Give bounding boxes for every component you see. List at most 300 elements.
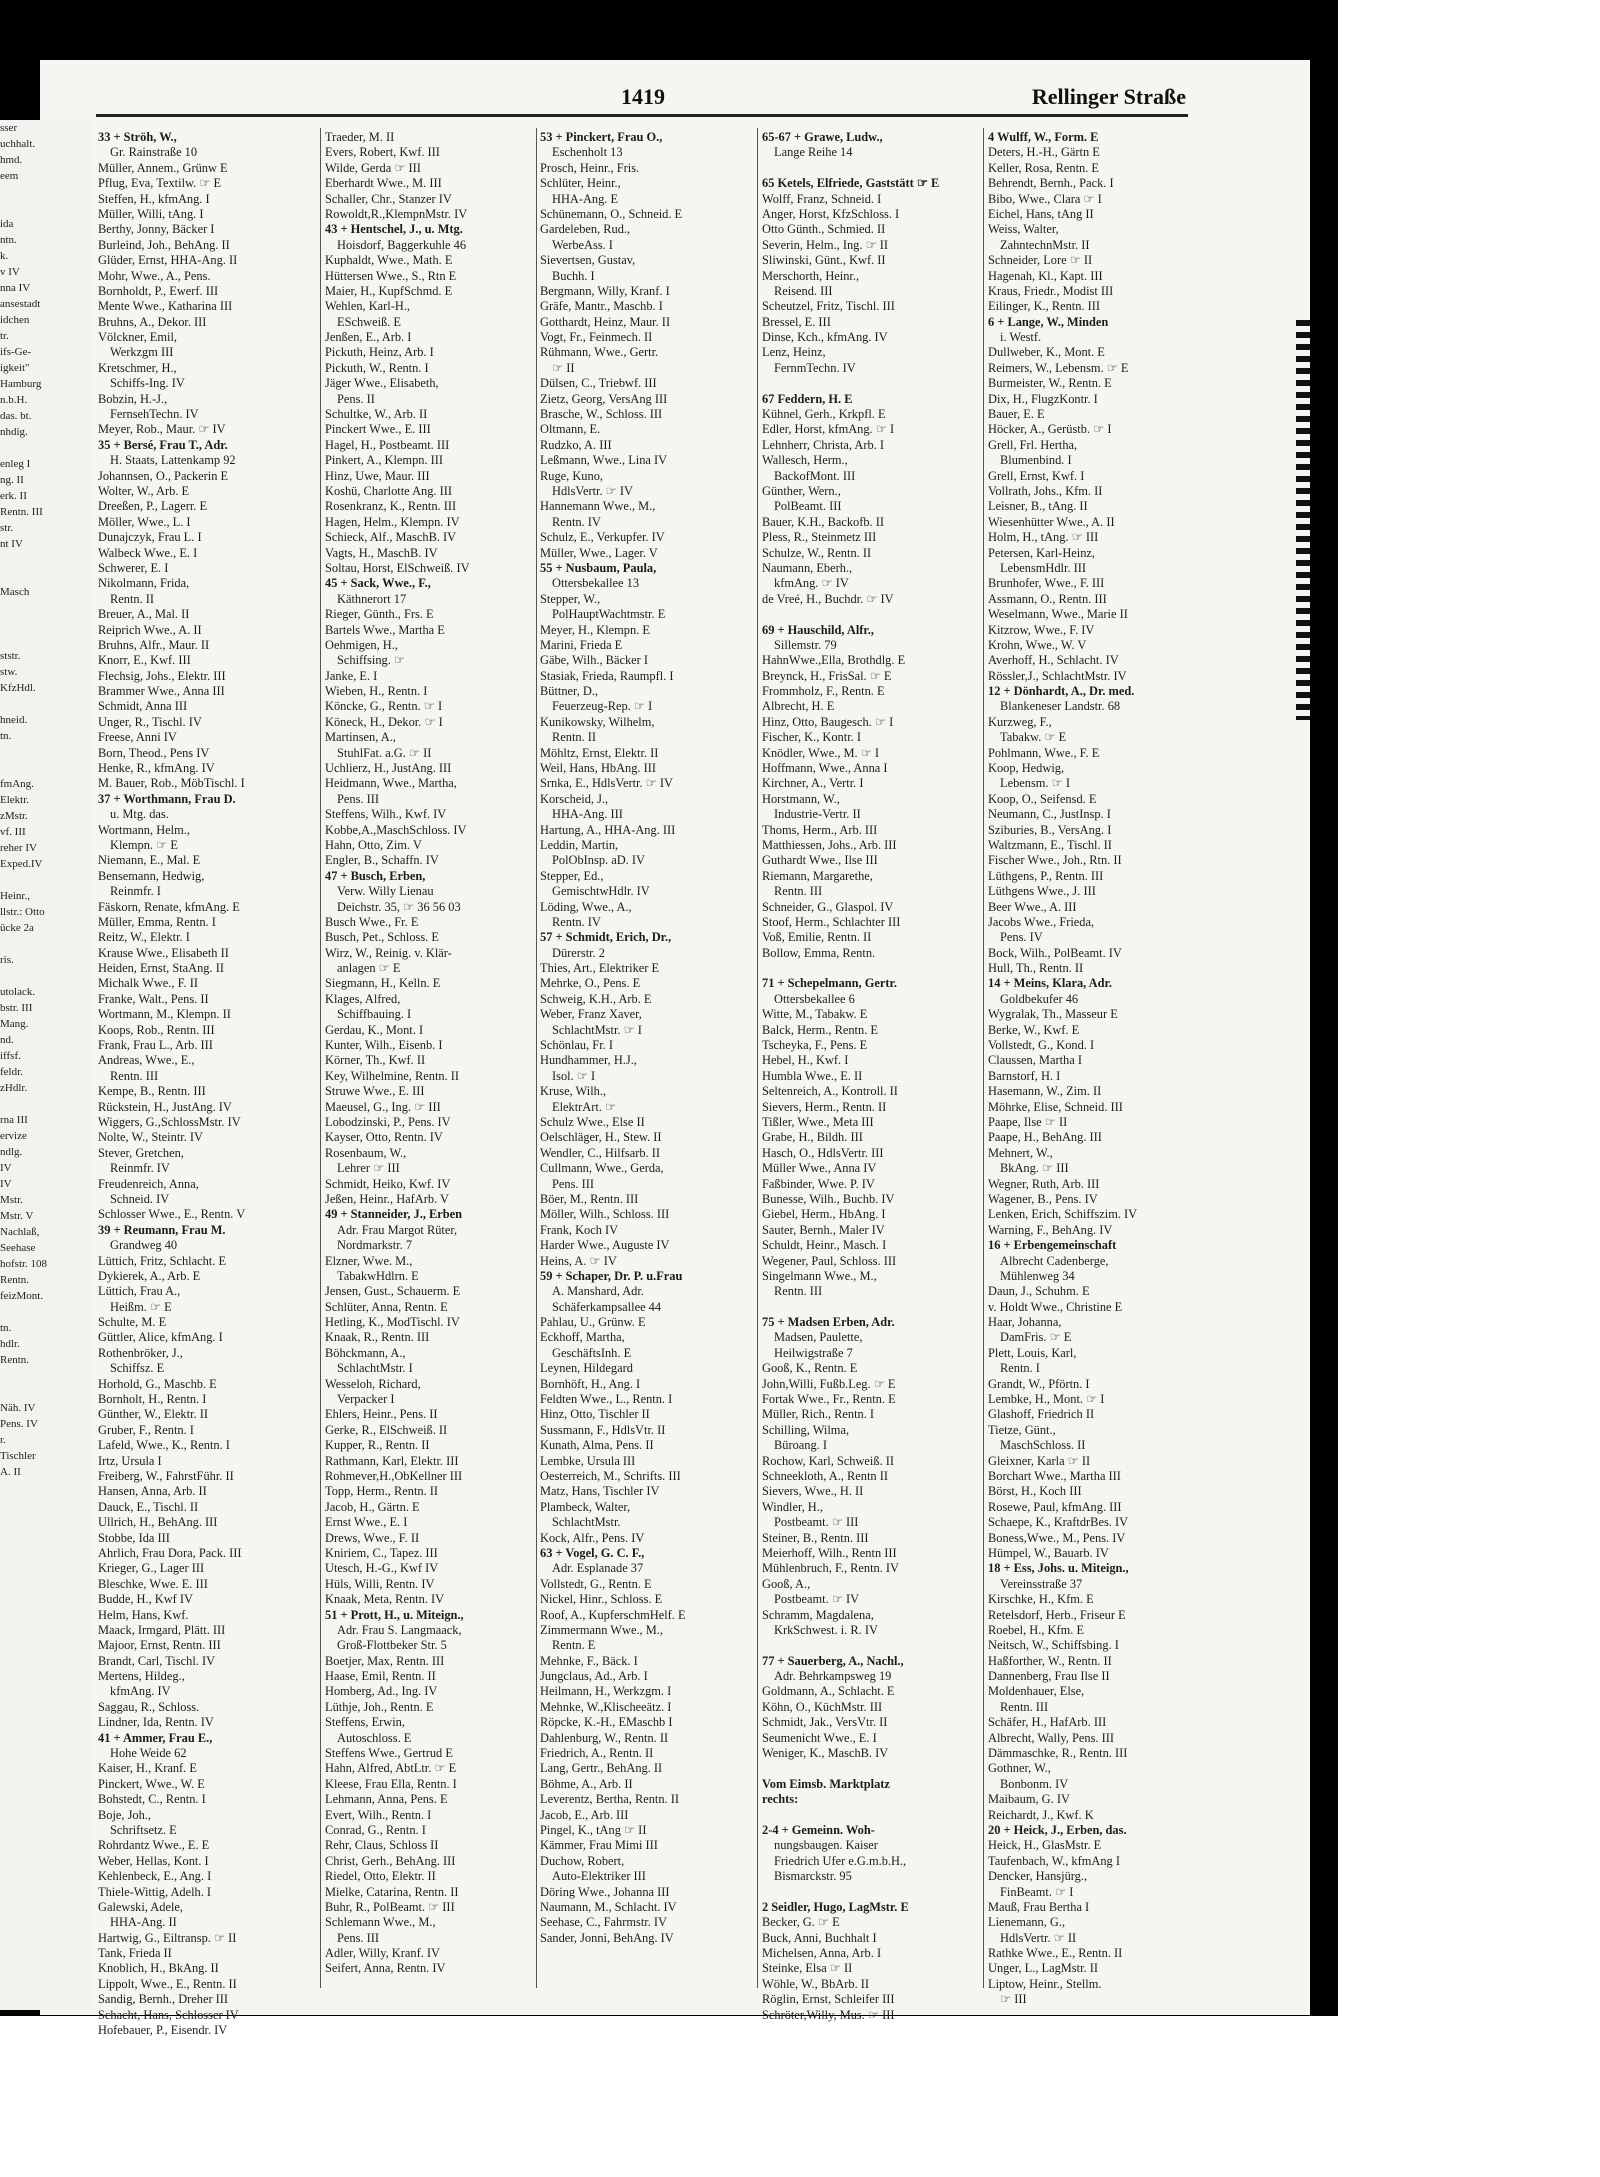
resident-entry: Albrecht, H. E: [762, 699, 835, 714]
resident-entry: Evert, Wilh., Rentn. I: [325, 1807, 432, 1822]
resident-entry: [762, 1808, 980, 1823]
resident-entry: Kaiser, H., Kranf. E: [98, 1761, 197, 1776]
edge-fragment: A. II: [0, 1466, 21, 1478]
resident-entry: Blumenbind. I: [1000, 453, 1072, 468]
edge-fragment: feldr.: [0, 1066, 23, 1078]
house-number-entry: 55 + Nusbaum, Paula,: [540, 560, 657, 575]
house-number-entry: 41 + Ammer, Frau E.,: [98, 1730, 213, 1745]
resident-entry: Adr. Behrkampsweg 19: [774, 1669, 892, 1684]
resident-entry: Pickuth, Heinz, Arb. I: [325, 345, 434, 360]
edge-fragment: [0, 200, 90, 216]
resident-entry: Lehmann, Anna, Pens. E: [325, 1792, 448, 1807]
resident-entry: [762, 1885, 980, 1900]
resident-entry: Dülsen, C., Triebwf. III: [540, 376, 657, 391]
resident-entry: Reinmfr. IV: [110, 1161, 170, 1176]
resident-entry: Warning, F., BehAng. IV: [988, 1222, 1113, 1237]
resident-entry: Hüttersen Wwe., S., Rtn E: [325, 268, 457, 283]
resident-entry: Pens. IV: [1000, 930, 1043, 945]
resident-entry: Lembke, H., Mont. ☞ I: [988, 1392, 1105, 1407]
edge-fragment: Mstr.: [0, 1194, 23, 1206]
resident-entry: Zimmermann Wwe., M.,: [540, 1622, 663, 1637]
resident-entry: Wesseloh, Richard,: [325, 1376, 421, 1391]
resident-entry: Steffen, H., kfmAng. I: [98, 191, 210, 206]
resident-entry: Berke, W., Kwf. E: [988, 1022, 1080, 1037]
resident-entry: Pingel, K., tAng ☞ II: [540, 1822, 647, 1837]
resident-entry: Reisend. III: [774, 283, 833, 298]
resident-entry: DamFris. ☞ E: [1000, 1330, 1072, 1345]
resident-entry: Goldmann, A., Schlacht. E: [762, 1684, 895, 1699]
resident-entry: Stasiak, Frieda, Raumpfl. I: [540, 668, 674, 683]
resident-entry: Horstmann, W.,: [762, 791, 840, 806]
resident-entry: Thiele-Wittig, Adelh. I: [98, 1884, 212, 1899]
resident-entry: Averhoff, H., Schlacht. IV: [988, 653, 1119, 668]
resident-entry: Duchow, Robert,: [540, 1853, 625, 1868]
resident-entry: Giebel, Herm., HbAng. I: [762, 1207, 886, 1222]
resident-entry: Schiffsing. ☞: [337, 653, 406, 668]
resident-entry: Wehlen, Karl-H.,: [325, 299, 411, 314]
resident-entry: Rochow, Karl, Schweiß. II: [762, 1453, 895, 1468]
resident-entry: Wiesenhütter Wwe., A. II: [988, 514, 1115, 529]
resident-entry: Gardeleben, Rud.,: [540, 222, 631, 237]
resident-entry: Köhn, O., KüchMstr. III: [762, 1699, 883, 1714]
resident-entry: Pens. III: [552, 1176, 594, 1191]
resident-entry: WerbeAss. I: [552, 237, 613, 252]
resident-entry: Müller Wwe., Anna IV: [762, 1161, 877, 1176]
edge-fragment: hofstr. 108: [0, 1258, 48, 1270]
edge-fragment: Elektr.: [0, 794, 30, 806]
resident-entry: Fäskorn, Renate, kfmAng. E: [98, 899, 240, 914]
resident-entry: Rosewe, Paul, kfmAng. III: [988, 1499, 1122, 1514]
resident-entry: Krieger, G., Lager III: [98, 1561, 205, 1576]
resident-entry: Schmidt, Anna III: [98, 699, 188, 714]
edge-fragment: n.b.H.: [0, 394, 28, 406]
resident-entry: Stobbe, Ida III: [98, 1530, 170, 1545]
resident-entry: Pickuth, W., Rentn. I: [325, 360, 429, 375]
resident-entry: Hasemann, W., Zim. II: [988, 1084, 1102, 1099]
resident-entry: Schiffs-Ing. IV: [110, 376, 185, 391]
column-3: [540, 130, 752, 1985]
resident-entry: Vollstedt, G., Kond. I: [988, 1038, 1095, 1053]
house-number-entry: 6 + Lange, W., Minden: [988, 314, 1109, 329]
resident-entry: PolHauptWachtmstr. E: [552, 607, 666, 622]
resident-entry: Koshü, Charlotte Ang. III: [325, 483, 452, 498]
resident-entry: Drews, Wwe., F. II: [325, 1530, 420, 1545]
resident-entry: Pinckert Wwe., E. III: [325, 422, 431, 437]
resident-entry: Sillemstr. 79: [774, 637, 837, 652]
edge-fragment: ris.: [0, 954, 14, 966]
resident-entry: BackofMont. III: [774, 468, 856, 483]
resident-entry: Lenken, Erich, Schiffszim. IV: [988, 1207, 1138, 1222]
resident-entry: Lenz, Heinz,: [762, 345, 826, 360]
column-divider: [757, 128, 758, 1988]
resident-entry: Kraus, Friedr., Modist III: [988, 283, 1114, 298]
edge-fragment: IV: [0, 1178, 12, 1190]
resident-entry: Moldenhauer, Else,: [988, 1684, 1085, 1699]
resident-entry: Pless, R., Steinmetz III: [762, 530, 877, 545]
resident-entry: Windler, H.,: [762, 1499, 823, 1514]
edge-fragment: sser: [0, 122, 18, 134]
resident-entry: Weselmann, Wwe., Marie II: [988, 607, 1128, 622]
resident-entry: SchlachtMstr. ☞ I: [552, 1022, 642, 1037]
resident-entry: Bartels Wwe., Martha E: [325, 622, 445, 637]
resident-entry: Jensen, Gust., Schauerm. E: [325, 1284, 461, 1299]
resident-entry: Schacht, Hans, Schlosser IV: [98, 2007, 239, 2022]
resident-entry: Plambeck, Walter,: [540, 1499, 631, 1514]
edge-fragment: [0, 1384, 90, 1400]
resident-entry: Meyer, H., Klempn. E: [540, 622, 650, 637]
resident-entry: Busch, Pet., Schloss. E: [325, 930, 439, 945]
edge-fragment: k.: [0, 250, 9, 262]
resident-entry: Brammer Wwe., Anna III: [98, 684, 225, 699]
resident-entry: Balck, Herm., Rentn. E: [762, 1022, 878, 1037]
resident-entry: Büroang. I: [774, 1438, 827, 1453]
resident-entry: Lüthje, Joh., Rentn. E: [325, 1699, 434, 1714]
resident-entry: Gooß, A.,: [762, 1576, 811, 1591]
resident-entry: Rössler,J., SchlachtMstr. IV: [988, 668, 1127, 683]
resident-entry: Bensemann, Hedwig,: [98, 868, 205, 883]
resident-entry: FinBeamt. ☞ I: [1000, 1884, 1074, 1899]
edge-fragment: das. bt.: [0, 410, 32, 422]
resident-entry: Soltau, Horst, ElSchweiß. IV: [325, 560, 470, 575]
resident-entry: Lienemann, G.,: [988, 1915, 1066, 1930]
resident-entry: v. Holdt Wwe., Christine E: [988, 1299, 1123, 1314]
house-number-entry: 33 + Ströh, W.,: [98, 130, 177, 144]
resident-entry: Schulz Wwe., Else II: [540, 1115, 645, 1129]
resident-entry: Knoblich, H., BkAng. II: [98, 1961, 219, 1976]
resident-entry: Schulz, E., Verkupfer. IV: [540, 530, 665, 545]
resident-entry: Müller, Willi, tAng. I: [98, 206, 204, 221]
resident-entry: Günther, W., Elektr. II: [98, 1407, 208, 1422]
resident-entry: Vogt, Fr., Feinmech. II: [540, 330, 653, 345]
resident-entry: Heißm. ☞ E: [110, 1299, 172, 1314]
resident-entry: Hohe Weide 62: [110, 1746, 187, 1761]
column-2: [325, 130, 533, 1985]
resident-entry: Burmeister, W., Rentn. E: [988, 376, 1112, 391]
edge-fragment: [0, 568, 90, 584]
resident-entry: Martinsen, A.,: [325, 730, 396, 745]
resident-entry: Mehrke, O., Pens. E: [540, 976, 641, 991]
resident-entry: Dinse, Kch., kfmAng. IV: [762, 330, 888, 345]
resident-entry: Rothenbröker, J.,: [98, 1345, 183, 1360]
resident-entry: Nickel, Hinr., Schloss. E: [540, 1592, 663, 1607]
resident-entry: Schramm, Magdalena,: [762, 1607, 874, 1622]
resident-entry: Mielke, Catarina, Rentn. II: [325, 1884, 459, 1899]
house-number-entry: 65-67 + Grawe, Ludw.,: [762, 130, 883, 144]
resident-entry: Schwerer, E. I: [98, 560, 169, 575]
resident-entry: Knaak, R., Rentn. III: [325, 1330, 430, 1345]
resident-entry: Irtz, Ursula I: [98, 1453, 162, 1468]
resident-entry: Hinz, Otto, Tischler II: [540, 1407, 650, 1422]
resident-entry: Nordmarkstr. 7: [337, 1238, 413, 1253]
resident-entry: Goldbekufer 46: [1000, 991, 1079, 1006]
resident-entry: Kitzrow, Wwe., F. IV: [988, 622, 1095, 637]
resident-entry: Edler, Horst, kfmAng. ☞ I: [762, 422, 895, 437]
resident-entry: Schiffsz. E: [110, 1361, 165, 1376]
edge-fragment: utolack.: [0, 986, 36, 998]
house-number-entry: 65 Ketels, Elfriede, Gaststätt ☞ E: [762, 176, 940, 191]
resident-entry: Groß-Flottbeker Str. 5: [337, 1638, 447, 1653]
resident-entry: Faßbinder, Wwe. P. IV: [762, 1176, 875, 1191]
resident-entry: A. Manshard, Adr.: [552, 1284, 644, 1299]
resident-entry: Hoisdorf, Baggerkuhle 46: [337, 237, 467, 252]
edge-fragment: [0, 552, 90, 568]
edge-fragment: Mstr. V: [0, 1210, 34, 1222]
resident-entry: Koop, O., Seifensd. E: [988, 791, 1097, 806]
resident-entry: Rowoldt,R.,KlempnMstr. IV: [325, 206, 468, 221]
street-title: Rellinger Straße: [1031, 84, 1186, 109]
resident-entry: Rathke Wwe., E., Rentn. II: [988, 1946, 1123, 1961]
resident-entry: FernsehTechn. IV: [110, 407, 199, 422]
resident-entry: Buhr, R., PolBeamt. ☞ III: [325, 1899, 455, 1914]
resident-entry: Hagel, H., Postbeamt. III: [325, 437, 450, 452]
edge-fragment: zHdlr.: [0, 1082, 28, 1094]
resident-entry: Kunikowsky, Wilhelm,: [540, 714, 655, 729]
resident-entry: Schneekloth, A., Rentn II: [762, 1468, 888, 1483]
resident-entry: Pens. II: [337, 391, 375, 406]
resident-entry: Deichstr. 35, ☞ 36 56 03: [337, 899, 461, 914]
resident-entry: Oltmann, E.: [540, 422, 601, 437]
edge-fragment: [0, 1304, 90, 1320]
resident-entry: Stepper, W.,: [540, 591, 601, 606]
resident-entry: Schaller, Chr., Stanzer IV: [325, 191, 452, 206]
resident-entry: Bibo, Wwe., Clara ☞ I: [988, 191, 1102, 206]
resident-entry: Haar, Johanna,: [988, 1315, 1062, 1330]
resident-entry: Ruge, Kuno,: [540, 468, 603, 483]
resident-entry: Homberg, Ad., Ing. IV: [325, 1684, 438, 1699]
resident-entry: Fischer Wwe., Joh., Rtn. II: [988, 853, 1122, 868]
resident-entry: [762, 376, 980, 391]
resident-entry: H. Staats, Lattenkamp 92: [110, 453, 236, 468]
resident-entry: [762, 607, 980, 622]
resident-entry: Pahlau, U., Grünw. E: [540, 1315, 646, 1330]
resident-entry: Leisner, B., tAng. II: [988, 499, 1088, 514]
resident-entry: Haase, Emil, Rentn. II: [325, 1669, 436, 1684]
resident-entry: Madsen, Paulette,: [774, 1330, 863, 1345]
resident-entry: Lehnherr, Christa, Arb. I: [762, 437, 884, 452]
resident-entry: Hartwig, G., Eiltransp. ☞ II: [98, 1930, 237, 1945]
resident-entry: Merschorth, Heinr.,: [762, 268, 860, 283]
resident-entry: Walbeck Wwe., E. I: [98, 545, 198, 560]
resident-entry: TabakwHdlrn. E: [337, 1268, 419, 1283]
resident-entry: Flechsig, Johs., Elektr. III: [98, 668, 226, 683]
resident-entry: Mauß, Frau Bertha I: [988, 1899, 1090, 1914]
resident-entry: Koops, Rob., Rentn. III: [98, 1022, 215, 1037]
resident-entry: Rentn. III: [774, 1284, 823, 1299]
resident-entry: Dix, H., FlugzKontr. I: [988, 391, 1098, 406]
resident-entry: Steffens Wwe., Gertrud E: [325, 1746, 453, 1761]
resident-entry: Sauter, Bernh., Maler IV: [762, 1222, 885, 1237]
resident-entry: Rentn. III: [1000, 1699, 1049, 1714]
resident-entry: Matz, Hans, Tischler IV: [540, 1484, 660, 1499]
resident-entry: Heilmann, H., Werkzgm. I: [540, 1684, 672, 1699]
resident-entry: Kretschmer, H.,: [98, 360, 177, 375]
resident-entry: Albrecht Cadenberge,: [1000, 1253, 1109, 1268]
resident-entry: Hagen, Helm., Klempn. IV: [325, 514, 460, 529]
resident-entry: Vollrath, Johs., Kfm. II: [988, 483, 1103, 498]
resident-entry: Plett, Louis, Karl,: [988, 1345, 1077, 1360]
resident-entry: Wygralak, Th., Masseur E: [988, 1007, 1118, 1022]
edge-fragment: Rentn.: [0, 1274, 30, 1286]
resident-entry: Feuerzeug-Rep. ☞ I: [552, 699, 653, 714]
resident-entry: Lebensm. ☞ I: [1000, 776, 1070, 791]
edge-fragment: hneid.: [0, 714, 28, 726]
resident-entry: Bohstedt, C., Rentn. I: [98, 1792, 206, 1807]
resident-entry: Hundhammer, H.J.,: [540, 1053, 637, 1068]
resident-entry: Müller, Emma, Rentn. I: [98, 914, 216, 929]
edge-fragment: [0, 872, 90, 888]
resident-entry: Schaepe, K., KraftdrBes. IV: [988, 1515, 1129, 1530]
resident-entry: Eckhoff, Martha,: [540, 1330, 625, 1345]
resident-entry: Mente Wwe., Katharina III: [98, 299, 233, 314]
resident-entry: Nolte, W., Steintr. IV: [98, 1130, 203, 1145]
resident-entry: Burleind, Joh., BehAng. II: [98, 237, 230, 252]
resident-entry: SchlachtMstr.: [552, 1515, 621, 1530]
edge-fragment: ifs-Ge-: [0, 346, 32, 358]
edge-fragment: [0, 936, 90, 952]
resident-entry: Hannemann Wwe., M.,: [540, 499, 656, 514]
resident-entry: Lehrer ☞ III: [337, 1161, 400, 1176]
resident-entry: Busch Wwe., Fr. E: [325, 914, 419, 929]
edge-fragment: Rentn.: [0, 1354, 30, 1366]
resident-entry: Hinz, Otto, Baugesch. ☞ I: [762, 714, 894, 729]
house-number-entry: 45 + Sack, Wwe., F.,: [325, 576, 431, 591]
resident-entry: Bruhns, Alfr., Maur. II: [98, 637, 210, 652]
resident-entry: Jenßen, E., Arb. I: [325, 330, 412, 345]
resident-entry: Evers, Robert, Kwf. III: [325, 145, 440, 160]
house-number-entry: 51 + Prott, H., u. Miteign.,: [325, 1607, 464, 1622]
resident-entry: Grell, Frl. Hertha,: [988, 437, 1078, 452]
resident-entry: Neumann, C., JustInsp. I: [988, 807, 1111, 822]
resident-entry: Weiss, Walter,: [988, 222, 1059, 237]
resident-entry: Dämmaschke, R., Rentn. III: [988, 1746, 1128, 1761]
house-number-entry: 59 + Schaper, Dr. P. u.Frau: [540, 1268, 683, 1283]
resident-entry: Lembke, Ursula III: [540, 1453, 636, 1468]
resident-entry: Bergmann, Willy, Kranf. I: [540, 283, 670, 298]
edge-fragment: tn.: [0, 1322, 12, 1334]
resident-entry: Schneider, G., Glaspol. IV: [762, 899, 894, 914]
edge-fragment: enleg I: [0, 458, 31, 470]
resident-entry: Wolff, Franz, Schneid. I: [762, 191, 882, 206]
resident-entry: Schlüter, Anna, Rentn. E: [325, 1299, 448, 1314]
resident-entry: Schmidt, Heiko, Kwf. IV: [325, 1176, 451, 1191]
resident-entry: Mehnke, F., Bäck. I: [540, 1653, 638, 1668]
resident-entry: Riedel, Otto, Elektr. II: [325, 1869, 436, 1884]
resident-entry: Dauck, E., Tischl. II: [98, 1499, 199, 1514]
resident-entry: [762, 1300, 980, 1315]
resident-entry: Ehlers, Heinr., Pens. II: [325, 1407, 438, 1422]
resident-entry: Heick, H., GlasMstr. E: [988, 1838, 1102, 1853]
resident-entry: Glashoff, Friedrich II: [988, 1407, 1095, 1422]
resident-entry: [762, 1638, 980, 1653]
edge-fragment: ndlg.: [0, 1146, 23, 1158]
resident-entry: Steffens, Erwin,: [325, 1715, 405, 1730]
resident-entry: Wagener, B., Pens. IV: [988, 1191, 1098, 1206]
edge-fragment: llstr.: Otto: [0, 906, 45, 918]
resident-entry: Eberhardt Wwe., M. III: [325, 176, 442, 191]
resident-entry: Tscheyka, F., Pens. E: [762, 1038, 868, 1053]
resident-entry: Möhltz, Ernst, Elektr. II: [540, 745, 659, 760]
resident-entry: Paape, Ilse ☞ II: [988, 1115, 1068, 1129]
resident-entry: [762, 961, 980, 976]
page-number: 1419: [621, 84, 665, 109]
column-divider: [536, 128, 537, 1988]
resident-entry: Struwe Wwe., E. III: [325, 1084, 425, 1099]
edge-fragment: r.: [0, 1434, 6, 1446]
resident-entry: Boness,Wwe., M., Pens. IV: [988, 1530, 1126, 1545]
edge-fragment: ntn.: [0, 234, 17, 246]
resident-entry: Postbeamt. ☞ III: [774, 1515, 859, 1530]
resident-entry: Bleschke, Wwe. E. III: [98, 1576, 208, 1591]
resident-entry: Unger, R., Tischl. IV: [98, 714, 202, 729]
resident-entry: Voß, Emilie, Rentn. II: [762, 930, 872, 945]
resident-entry: Käthnerort 17: [337, 591, 407, 606]
resident-entry: Kirchner, A., Vertr. I: [762, 776, 864, 791]
resident-entry: Michalk Wwe., F. II: [98, 976, 198, 991]
resident-entry: Helm, Hans, Kwf.: [98, 1607, 189, 1622]
house-number-entry: rechts:: [762, 1792, 799, 1807]
edge-fragment: [0, 440, 90, 456]
resident-entry: Koop, Hedwig,: [988, 761, 1065, 776]
resident-entry: [762, 161, 980, 176]
resident-entry: Weniger, K., MaschB. IV: [762, 1746, 889, 1761]
resident-entry: Lüthgens, P., Rentn. III: [988, 868, 1104, 883]
resident-entry: Leverentz, Bertha, Rentn. II: [540, 1792, 679, 1807]
resident-entry: Anger, Horst, KfzSchloss. I: [762, 206, 900, 221]
resident-entry: Autoschloss. E: [337, 1730, 412, 1745]
resident-entry: Mühlenweg 34: [1000, 1268, 1075, 1283]
resident-entry: Sander, Jonni, BehAng. IV: [540, 1930, 674, 1945]
resident-entry: Schneid. IV: [110, 1191, 170, 1206]
resident-entry: Wilde, Gerda ☞ III: [325, 160, 421, 175]
resident-entry: Rehr, Claus, Schloss II: [325, 1838, 439, 1853]
resident-entry: Leddin, Martin,: [540, 837, 619, 852]
resident-entry: Keller, Rosa, Rentn. E: [988, 160, 1099, 175]
resident-entry: Feldten Wwe., L., Rentn. I: [540, 1392, 673, 1407]
edge-fragment: [0, 1368, 90, 1384]
resident-entry: Grandt, W., Pförtn. I: [988, 1376, 1090, 1391]
resident-entry: Bornholdt, P., Ewerf. III: [98, 283, 219, 298]
resident-entry: Hüls, Willi, Rentn. IV: [325, 1576, 435, 1591]
resident-entry: Berthy, Jonny, Bäcker I: [98, 222, 215, 237]
house-number-entry: 47 + Busch, Erben,: [325, 868, 426, 883]
resident-entry: HHA-Ang. E: [552, 191, 619, 206]
edge-fragment: vf. III: [0, 826, 26, 838]
resident-entry: Boetjer, Max, Rentn. III: [325, 1653, 445, 1668]
resident-entry: Deters, H.-H., Gärtn E: [988, 145, 1100, 160]
resident-entry: Schünemann, O., Schneid. E: [540, 206, 683, 221]
resident-entry: Buchh. I: [552, 268, 595, 283]
resident-entry: Christ, Gerh., BehAng. III: [325, 1853, 456, 1868]
house-number-entry: 14 + Meins, Klara, Adr.: [988, 976, 1112, 991]
resident-entry: Jäger Wwe., Elisabeth,: [325, 376, 439, 391]
edge-fragment: bstr. III: [0, 1002, 33, 1014]
resident-entry: Gr. Rainstraße 10: [110, 145, 198, 160]
edge-fragment: hdlr.: [0, 1338, 20, 1350]
resident-entry: Stoof, Herm., Schlachter III: [762, 914, 901, 929]
resident-entry: Frank, Koch IV: [540, 1222, 619, 1237]
resident-entry: Wirz, W., Reinig. v. Klär-: [325, 945, 452, 960]
resident-entry: Knödler, Wwe., M. ☞ I: [762, 745, 880, 760]
resident-entry: Mehnert, W.,: [988, 1145, 1053, 1160]
resident-entry: Albrecht, Wally, Pens. III: [988, 1730, 1114, 1745]
resident-entry: Maack, Irmgard, Plätt. III: [98, 1622, 226, 1637]
resident-entry: Bornhöft, H., Ang. I: [540, 1376, 641, 1391]
resident-entry: Meyer, Rob., Maur. ☞ IV: [98, 422, 226, 437]
resident-entry: Rentn. E: [552, 1638, 596, 1653]
resident-entry: ☞ III: [1000, 1992, 1027, 2007]
resident-entry: Friedrich Ufer e.G.m.b.H.,: [774, 1853, 907, 1868]
resident-entry: Kehlenbeck, E., Ang. I: [98, 1869, 212, 1884]
